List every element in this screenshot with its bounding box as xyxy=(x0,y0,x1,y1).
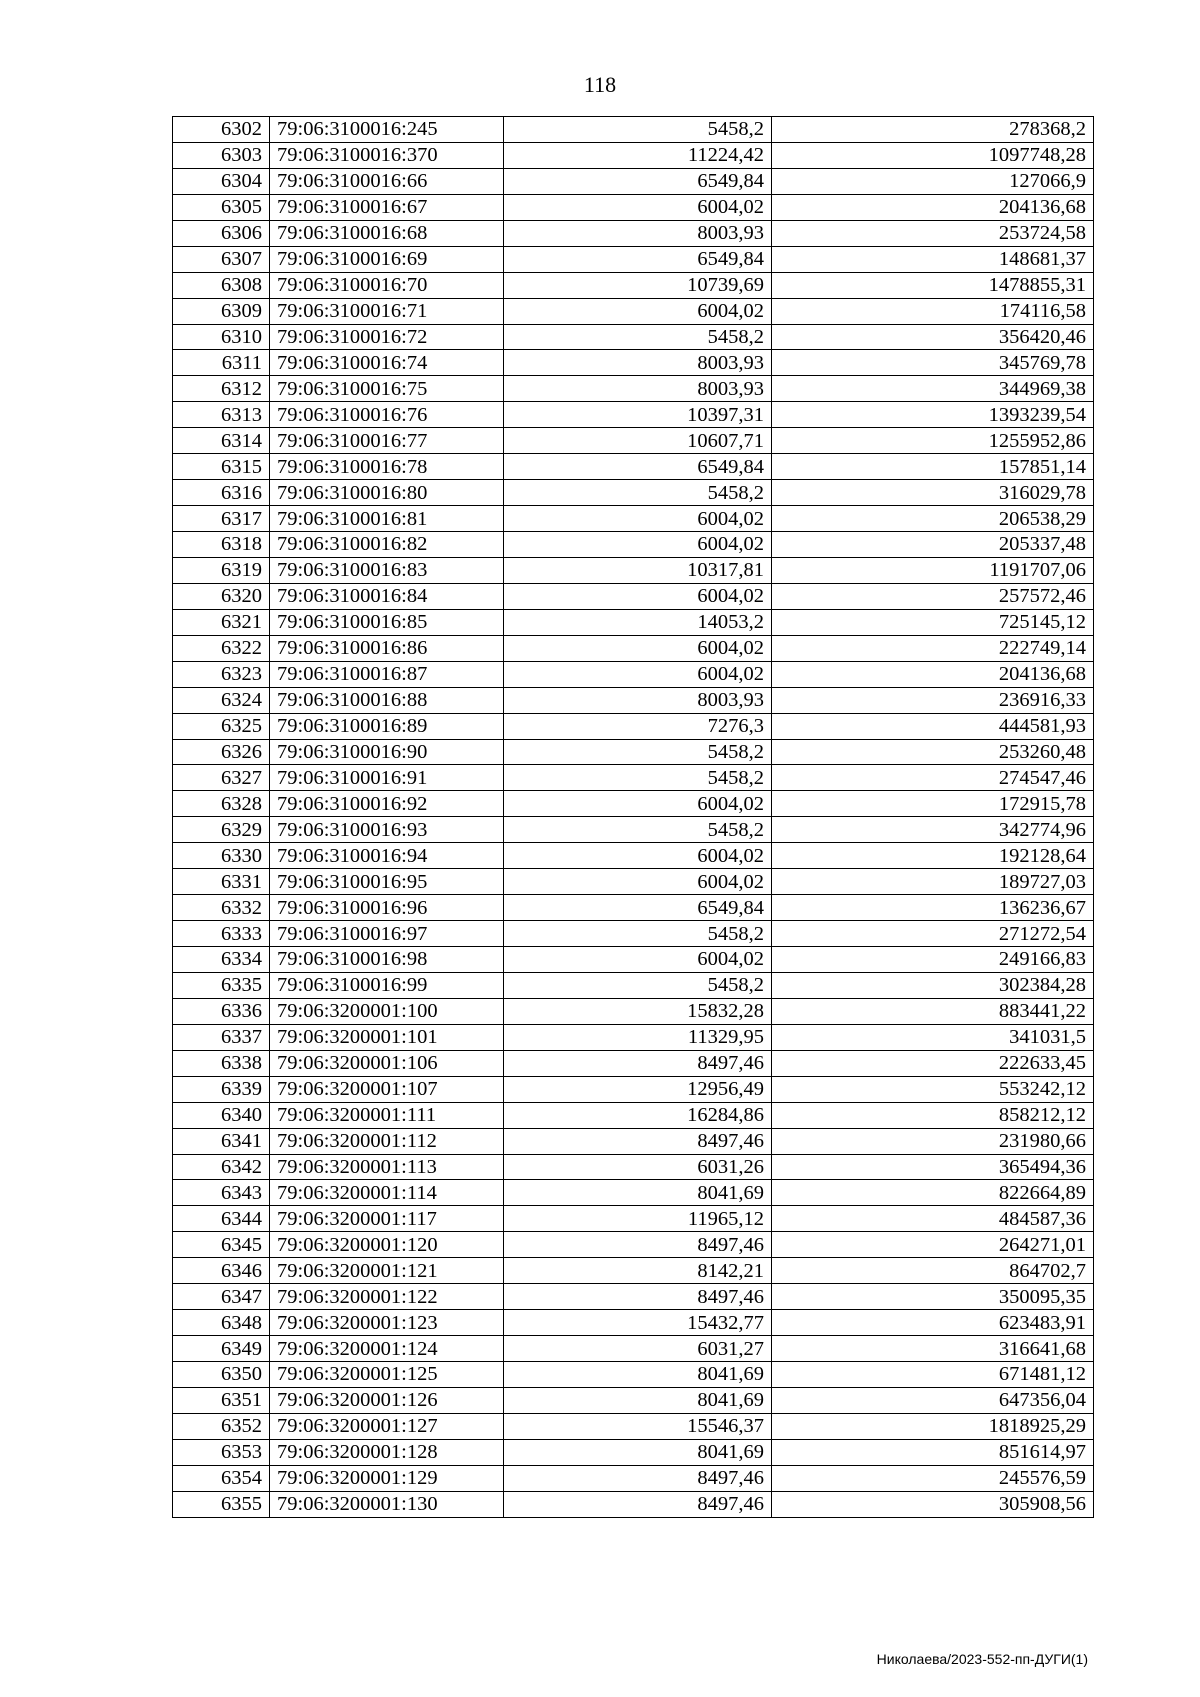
row-number-cell: 6316 xyxy=(173,480,270,506)
area-value-cell: 6004,02 xyxy=(504,661,772,687)
amount-value-cell: 271272,54 xyxy=(772,921,1094,947)
table-row xyxy=(173,1387,1094,1413)
area-value-cell: 15432,77 xyxy=(504,1310,772,1336)
amount-value-cell: 204136,68 xyxy=(772,661,1094,687)
cadastral-number-cell: 79:06:3100016:76 xyxy=(270,402,504,428)
row-number-cell: 6324 xyxy=(173,687,270,713)
table-row xyxy=(173,1128,1094,1154)
amount-value-cell: 851614,97 xyxy=(772,1439,1094,1465)
row-number-cell: 6311 xyxy=(173,350,270,376)
data-table xyxy=(172,116,1094,1518)
amount-value-cell: 253260,48 xyxy=(772,739,1094,765)
amount-value-cell: 553242,12 xyxy=(772,1076,1094,1102)
table-row xyxy=(173,1413,1094,1439)
area-value-cell: 11965,12 xyxy=(504,1206,772,1232)
area-value-cell: 8497,46 xyxy=(504,1491,772,1517)
table-row xyxy=(173,635,1094,661)
cadastral-number-cell: 79:06:3200001:125 xyxy=(270,1362,504,1388)
table-row xyxy=(173,765,1094,791)
area-value-cell: 5458,2 xyxy=(504,117,772,143)
area-value-cell: 15832,28 xyxy=(504,998,772,1024)
area-value-cell: 10317,81 xyxy=(504,557,772,583)
amount-value-cell: 205337,48 xyxy=(772,532,1094,558)
cadastral-number-cell: 79:06:3200001:121 xyxy=(270,1258,504,1284)
cadastral-number-cell: 79:06:3200001:117 xyxy=(270,1206,504,1232)
cadastral-number-cell: 79:06:3100016:87 xyxy=(270,661,504,687)
table-row xyxy=(173,791,1094,817)
row-number-cell: 6344 xyxy=(173,1206,270,1232)
row-number-cell: 6303 xyxy=(173,142,270,168)
area-value-cell: 8003,93 xyxy=(504,376,772,402)
area-value-cell: 6031,27 xyxy=(504,1336,772,1362)
table-row xyxy=(173,1310,1094,1336)
amount-value-cell: 1818925,29 xyxy=(772,1413,1094,1439)
cadastral-number-cell: 79:06:3100016:84 xyxy=(270,583,504,609)
table-row xyxy=(173,817,1094,843)
row-number-cell: 6339 xyxy=(173,1076,270,1102)
row-number-cell: 6304 xyxy=(173,168,270,194)
cadastral-number-cell: 79:06:3200001:106 xyxy=(270,1050,504,1076)
cadastral-number-cell: 79:06:3100016:72 xyxy=(270,324,504,350)
cadastral-number-cell: 79:06:3100016:96 xyxy=(270,895,504,921)
cadastral-number-cell: 79:06:3100016:69 xyxy=(270,246,504,272)
row-number-cell: 6305 xyxy=(173,194,270,220)
amount-value-cell: 257572,46 xyxy=(772,583,1094,609)
row-number-cell: 6350 xyxy=(173,1362,270,1388)
amount-value-cell: 249166,83 xyxy=(772,947,1094,973)
cadastral-number-cell: 79:06:3100016:74 xyxy=(270,350,504,376)
table-row xyxy=(173,1439,1094,1465)
cadastral-number-cell: 79:06:3100016:80 xyxy=(270,480,504,506)
cadastral-number-cell: 79:06:3100016:89 xyxy=(270,713,504,739)
table-row xyxy=(173,194,1094,220)
amount-value-cell: 316641,68 xyxy=(772,1336,1094,1362)
area-value-cell: 8497,46 xyxy=(504,1128,772,1154)
cadastral-number-cell: 79:06:3200001:107 xyxy=(270,1076,504,1102)
table-row xyxy=(173,972,1094,998)
cadastral-number-cell: 79:06:3200001:130 xyxy=(270,1491,504,1517)
area-value-cell: 8497,46 xyxy=(504,1050,772,1076)
row-number-cell: 6315 xyxy=(173,454,270,480)
amount-value-cell: 302384,28 xyxy=(772,972,1094,998)
row-number-cell: 6332 xyxy=(173,895,270,921)
area-value-cell: 8041,69 xyxy=(504,1180,772,1206)
area-value-cell: 8142,21 xyxy=(504,1258,772,1284)
area-value-cell: 11329,95 xyxy=(504,1024,772,1050)
cadastral-number-cell: 79:06:3200001:111 xyxy=(270,1102,504,1128)
area-value-cell: 8041,69 xyxy=(504,1387,772,1413)
row-number-cell: 6355 xyxy=(173,1491,270,1517)
table-row xyxy=(173,947,1094,973)
area-value-cell: 6549,84 xyxy=(504,168,772,194)
row-number-cell: 6308 xyxy=(173,272,270,298)
amount-value-cell: 136236,67 xyxy=(772,895,1094,921)
row-number-cell: 6314 xyxy=(173,428,270,454)
row-number-cell: 6336 xyxy=(173,998,270,1024)
row-number-cell: 6317 xyxy=(173,506,270,532)
cadastral-number-cell: 79:06:3200001:124 xyxy=(270,1336,504,1362)
cadastral-number-cell: 79:06:3200001:112 xyxy=(270,1128,504,1154)
area-value-cell: 6004,02 xyxy=(504,869,772,895)
area-value-cell: 5458,2 xyxy=(504,480,772,506)
amount-value-cell: 858212,12 xyxy=(772,1102,1094,1128)
table-row xyxy=(173,1465,1094,1491)
row-number-cell: 6351 xyxy=(173,1387,270,1413)
area-value-cell: 6004,02 xyxy=(504,298,772,324)
area-value-cell: 10397,31 xyxy=(504,402,772,428)
cadastral-number-cell: 79:06:3100016:70 xyxy=(270,272,504,298)
area-value-cell: 6549,84 xyxy=(504,454,772,480)
amount-value-cell: 883441,22 xyxy=(772,998,1094,1024)
table-row xyxy=(173,168,1094,194)
cadastral-number-cell: 79:06:3100016:245 xyxy=(270,117,504,143)
amount-value-cell: 253724,58 xyxy=(772,220,1094,246)
table-row xyxy=(173,402,1094,428)
table-row xyxy=(173,1206,1094,1232)
amount-value-cell: 345769,78 xyxy=(772,350,1094,376)
row-number-cell: 6319 xyxy=(173,557,270,583)
area-value-cell: 6004,02 xyxy=(504,635,772,661)
table-row xyxy=(173,1362,1094,1388)
cadastral-number-cell: 79:06:3100016:90 xyxy=(270,739,504,765)
row-number-cell: 6320 xyxy=(173,583,270,609)
row-number-cell: 6325 xyxy=(173,713,270,739)
cadastral-number-cell: 79:06:3200001:100 xyxy=(270,998,504,1024)
row-number-cell: 6330 xyxy=(173,843,270,869)
cadastral-number-cell: 79:06:3100016:78 xyxy=(270,454,504,480)
amount-value-cell: 206538,29 xyxy=(772,506,1094,532)
area-value-cell: 12956,49 xyxy=(504,1076,772,1102)
cadastral-number-cell: 79:06:3100016:93 xyxy=(270,817,504,843)
table-row xyxy=(173,1102,1094,1128)
footer-document-code: Николаева/2023-552-пп-ДУГИ(1) xyxy=(876,1651,1088,1667)
cadastral-number-cell: 79:06:3100016:94 xyxy=(270,843,504,869)
area-value-cell: 8041,69 xyxy=(504,1362,772,1388)
cadastral-number-cell: 79:06:3200001:101 xyxy=(270,1024,504,1050)
area-value-cell: 5458,2 xyxy=(504,972,772,998)
amount-value-cell: 365494,36 xyxy=(772,1154,1094,1180)
amount-value-cell: 647356,04 xyxy=(772,1387,1094,1413)
amount-value-cell: 172915,78 xyxy=(772,791,1094,817)
table-row xyxy=(173,454,1094,480)
cadastral-number-cell: 79:06:3100016:98 xyxy=(270,947,504,973)
amount-value-cell: 1478855,31 xyxy=(772,272,1094,298)
amount-value-cell: 444581,93 xyxy=(772,713,1094,739)
row-number-cell: 6322 xyxy=(173,635,270,661)
area-value-cell: 10607,71 xyxy=(504,428,772,454)
area-value-cell: 5458,2 xyxy=(504,739,772,765)
amount-value-cell: 157851,14 xyxy=(772,454,1094,480)
area-value-cell: 6004,02 xyxy=(504,506,772,532)
area-value-cell: 8003,93 xyxy=(504,220,772,246)
table-row xyxy=(173,506,1094,532)
area-value-cell: 6031,26 xyxy=(504,1154,772,1180)
row-number-cell: 6354 xyxy=(173,1465,270,1491)
row-number-cell: 6353 xyxy=(173,1439,270,1465)
amount-value-cell: 864702,7 xyxy=(772,1258,1094,1284)
cadastral-number-cell: 79:06:3100016:68 xyxy=(270,220,504,246)
area-value-cell: 8003,93 xyxy=(504,687,772,713)
area-value-cell: 8497,46 xyxy=(504,1465,772,1491)
table-row xyxy=(173,869,1094,895)
area-value-cell: 8497,46 xyxy=(504,1284,772,1310)
amount-value-cell: 174116,58 xyxy=(772,298,1094,324)
table-row xyxy=(173,583,1094,609)
amount-value-cell: 189727,03 xyxy=(772,869,1094,895)
row-number-cell: 6326 xyxy=(173,739,270,765)
amount-value-cell: 278368,2 xyxy=(772,117,1094,143)
table-row xyxy=(173,1258,1094,1284)
row-number-cell: 6346 xyxy=(173,1258,270,1284)
row-number-cell: 6333 xyxy=(173,921,270,947)
cadastral-number-cell: 79:06:3100016:77 xyxy=(270,428,504,454)
table-row xyxy=(173,895,1094,921)
table-row xyxy=(173,324,1094,350)
row-number-cell: 6340 xyxy=(173,1102,270,1128)
area-value-cell: 5458,2 xyxy=(504,765,772,791)
table-row xyxy=(173,739,1094,765)
area-value-cell: 6004,02 xyxy=(504,843,772,869)
cadastral-number-cell: 79:06:3200001:113 xyxy=(270,1154,504,1180)
table-row xyxy=(173,1050,1094,1076)
area-value-cell: 8003,93 xyxy=(504,350,772,376)
area-value-cell: 6549,84 xyxy=(504,246,772,272)
table-row xyxy=(173,428,1094,454)
cadastral-number-cell: 79:06:3100016:67 xyxy=(270,194,504,220)
table-row xyxy=(173,246,1094,272)
table-row xyxy=(173,843,1094,869)
row-number-cell: 6328 xyxy=(173,791,270,817)
amount-value-cell: 1191707,06 xyxy=(772,557,1094,583)
cadastral-number-cell: 79:06:3100016:92 xyxy=(270,791,504,817)
row-number-cell: 6310 xyxy=(173,324,270,350)
table-row xyxy=(173,687,1094,713)
area-value-cell: 14053,2 xyxy=(504,609,772,635)
cadastral-number-cell: 79:06:3200001:129 xyxy=(270,1465,504,1491)
table-row xyxy=(173,713,1094,739)
row-number-cell: 6342 xyxy=(173,1154,270,1180)
amount-value-cell: 245576,59 xyxy=(772,1465,1094,1491)
row-number-cell: 6334 xyxy=(173,947,270,973)
amount-value-cell: 264271,01 xyxy=(772,1232,1094,1258)
area-value-cell: 8497,46 xyxy=(504,1232,772,1258)
row-number-cell: 6338 xyxy=(173,1050,270,1076)
area-value-cell: 5458,2 xyxy=(504,324,772,350)
area-value-cell: 10739,69 xyxy=(504,272,772,298)
cadastral-number-cell: 79:06:3100016:370 xyxy=(270,142,504,168)
amount-value-cell: 1393239,54 xyxy=(772,402,1094,428)
table-row xyxy=(173,1491,1094,1517)
area-value-cell: 6004,02 xyxy=(504,194,772,220)
amount-value-cell: 204136,68 xyxy=(772,194,1094,220)
row-number-cell: 6318 xyxy=(173,532,270,558)
table-row xyxy=(173,532,1094,558)
table-row xyxy=(173,998,1094,1024)
area-value-cell: 6004,02 xyxy=(504,947,772,973)
amount-value-cell: 222633,45 xyxy=(772,1050,1094,1076)
row-number-cell: 6352 xyxy=(173,1413,270,1439)
amount-value-cell: 623483,91 xyxy=(772,1310,1094,1336)
cadastral-number-cell: 79:06:3100016:85 xyxy=(270,609,504,635)
cadastral-number-cell: 79:06:3100016:71 xyxy=(270,298,504,324)
row-number-cell: 6321 xyxy=(173,609,270,635)
amount-value-cell: 192128,64 xyxy=(772,843,1094,869)
area-value-cell: 16284,86 xyxy=(504,1102,772,1128)
cadastral-number-cell: 79:06:3100016:97 xyxy=(270,921,504,947)
row-number-cell: 6335 xyxy=(173,972,270,998)
table-row xyxy=(173,350,1094,376)
row-number-cell: 6331 xyxy=(173,869,270,895)
row-number-cell: 6302 xyxy=(173,117,270,143)
cadastral-number-cell: 79:06:3100016:99 xyxy=(270,972,504,998)
table-row xyxy=(173,1284,1094,1310)
area-value-cell: 5458,2 xyxy=(504,817,772,843)
amount-value-cell: 822664,89 xyxy=(772,1180,1094,1206)
page-number: 118 xyxy=(583,72,617,97)
cadastral-number-cell: 79:06:3100016:86 xyxy=(270,635,504,661)
row-number-cell: 6341 xyxy=(173,1128,270,1154)
row-number-cell: 6307 xyxy=(173,246,270,272)
table-row xyxy=(173,298,1094,324)
cadastral-number-cell: 79:06:3200001:127 xyxy=(270,1413,504,1439)
table-row xyxy=(173,1336,1094,1362)
cadastral-number-cell: 79:06:3100016:82 xyxy=(270,532,504,558)
amount-value-cell: 305908,56 xyxy=(772,1491,1094,1517)
amount-value-cell: 222749,14 xyxy=(772,635,1094,661)
area-value-cell: 6549,84 xyxy=(504,895,772,921)
area-value-cell: 5458,2 xyxy=(504,921,772,947)
row-number-cell: 6345 xyxy=(173,1232,270,1258)
amount-value-cell: 1097748,28 xyxy=(772,142,1094,168)
table-row xyxy=(173,1180,1094,1206)
cadastral-number-cell: 79:06:3200001:128 xyxy=(270,1439,504,1465)
cadastral-number-cell: 79:06:3200001:126 xyxy=(270,1387,504,1413)
amount-value-cell: 1255952,86 xyxy=(772,428,1094,454)
row-number-cell: 6327 xyxy=(173,765,270,791)
area-value-cell: 6004,02 xyxy=(504,791,772,817)
cadastral-number-cell: 79:06:3100016:88 xyxy=(270,687,504,713)
cadastral-number-cell: 79:06:3100016:75 xyxy=(270,376,504,402)
row-number-cell: 6313 xyxy=(173,402,270,428)
row-number-cell: 6306 xyxy=(173,220,270,246)
amount-value-cell: 274547,46 xyxy=(772,765,1094,791)
area-value-cell: 11224,42 xyxy=(504,142,772,168)
amount-value-cell: 671481,12 xyxy=(772,1362,1094,1388)
amount-value-cell: 356420,46 xyxy=(772,324,1094,350)
table-row xyxy=(173,220,1094,246)
cadastral-number-cell: 79:06:3200001:123 xyxy=(270,1310,504,1336)
amount-value-cell: 341031,5 xyxy=(772,1024,1094,1050)
row-number-cell: 6337 xyxy=(173,1024,270,1050)
area-value-cell: 15546,37 xyxy=(504,1413,772,1439)
amount-value-cell: 316029,78 xyxy=(772,480,1094,506)
cadastral-number-cell: 79:06:3200001:122 xyxy=(270,1284,504,1310)
table-row xyxy=(173,1232,1094,1258)
table-row xyxy=(173,661,1094,687)
table-row xyxy=(173,117,1094,143)
row-number-cell: 6343 xyxy=(173,1180,270,1206)
area-value-cell: 7276,3 xyxy=(504,713,772,739)
table-row xyxy=(173,376,1094,402)
row-number-cell: 6309 xyxy=(173,298,270,324)
amount-value-cell: 342774,96 xyxy=(772,817,1094,843)
table-body xyxy=(173,117,1094,1518)
amount-value-cell: 344969,38 xyxy=(772,376,1094,402)
row-number-cell: 6323 xyxy=(173,661,270,687)
table-row xyxy=(173,142,1094,168)
table-row xyxy=(173,480,1094,506)
table-row xyxy=(173,1154,1094,1180)
area-value-cell: 8041,69 xyxy=(504,1439,772,1465)
amount-value-cell: 236916,33 xyxy=(772,687,1094,713)
area-value-cell: 6004,02 xyxy=(504,532,772,558)
amount-value-cell: 725145,12 xyxy=(772,609,1094,635)
amount-value-cell: 231980,66 xyxy=(772,1128,1094,1154)
cadastral-number-cell: 79:06:3200001:120 xyxy=(270,1232,504,1258)
cadastral-number-cell: 79:06:3100016:95 xyxy=(270,869,504,895)
table-row xyxy=(173,921,1094,947)
table-row xyxy=(173,1076,1094,1102)
table-row xyxy=(173,272,1094,298)
cadastral-number-cell: 79:06:3100016:91 xyxy=(270,765,504,791)
row-number-cell: 6348 xyxy=(173,1310,270,1336)
row-number-cell: 6347 xyxy=(173,1284,270,1310)
amount-value-cell: 127066,9 xyxy=(772,168,1094,194)
row-number-cell: 6312 xyxy=(173,376,270,402)
amount-value-cell: 484587,36 xyxy=(772,1206,1094,1232)
amount-value-cell: 350095,35 xyxy=(772,1284,1094,1310)
cadastral-number-cell: 79:06:3100016:81 xyxy=(270,506,504,532)
table-row xyxy=(173,609,1094,635)
table-row xyxy=(173,557,1094,583)
cadastral-number-cell: 79:06:3200001:114 xyxy=(270,1180,504,1206)
row-number-cell: 6329 xyxy=(173,817,270,843)
table-row xyxy=(173,1024,1094,1050)
row-number-cell: 6349 xyxy=(173,1336,270,1362)
area-value-cell: 6004,02 xyxy=(504,583,772,609)
cadastral-number-cell: 79:06:3100016:66 xyxy=(270,168,504,194)
amount-value-cell: 148681,37 xyxy=(772,246,1094,272)
cadastral-number-cell: 79:06:3100016:83 xyxy=(270,557,504,583)
